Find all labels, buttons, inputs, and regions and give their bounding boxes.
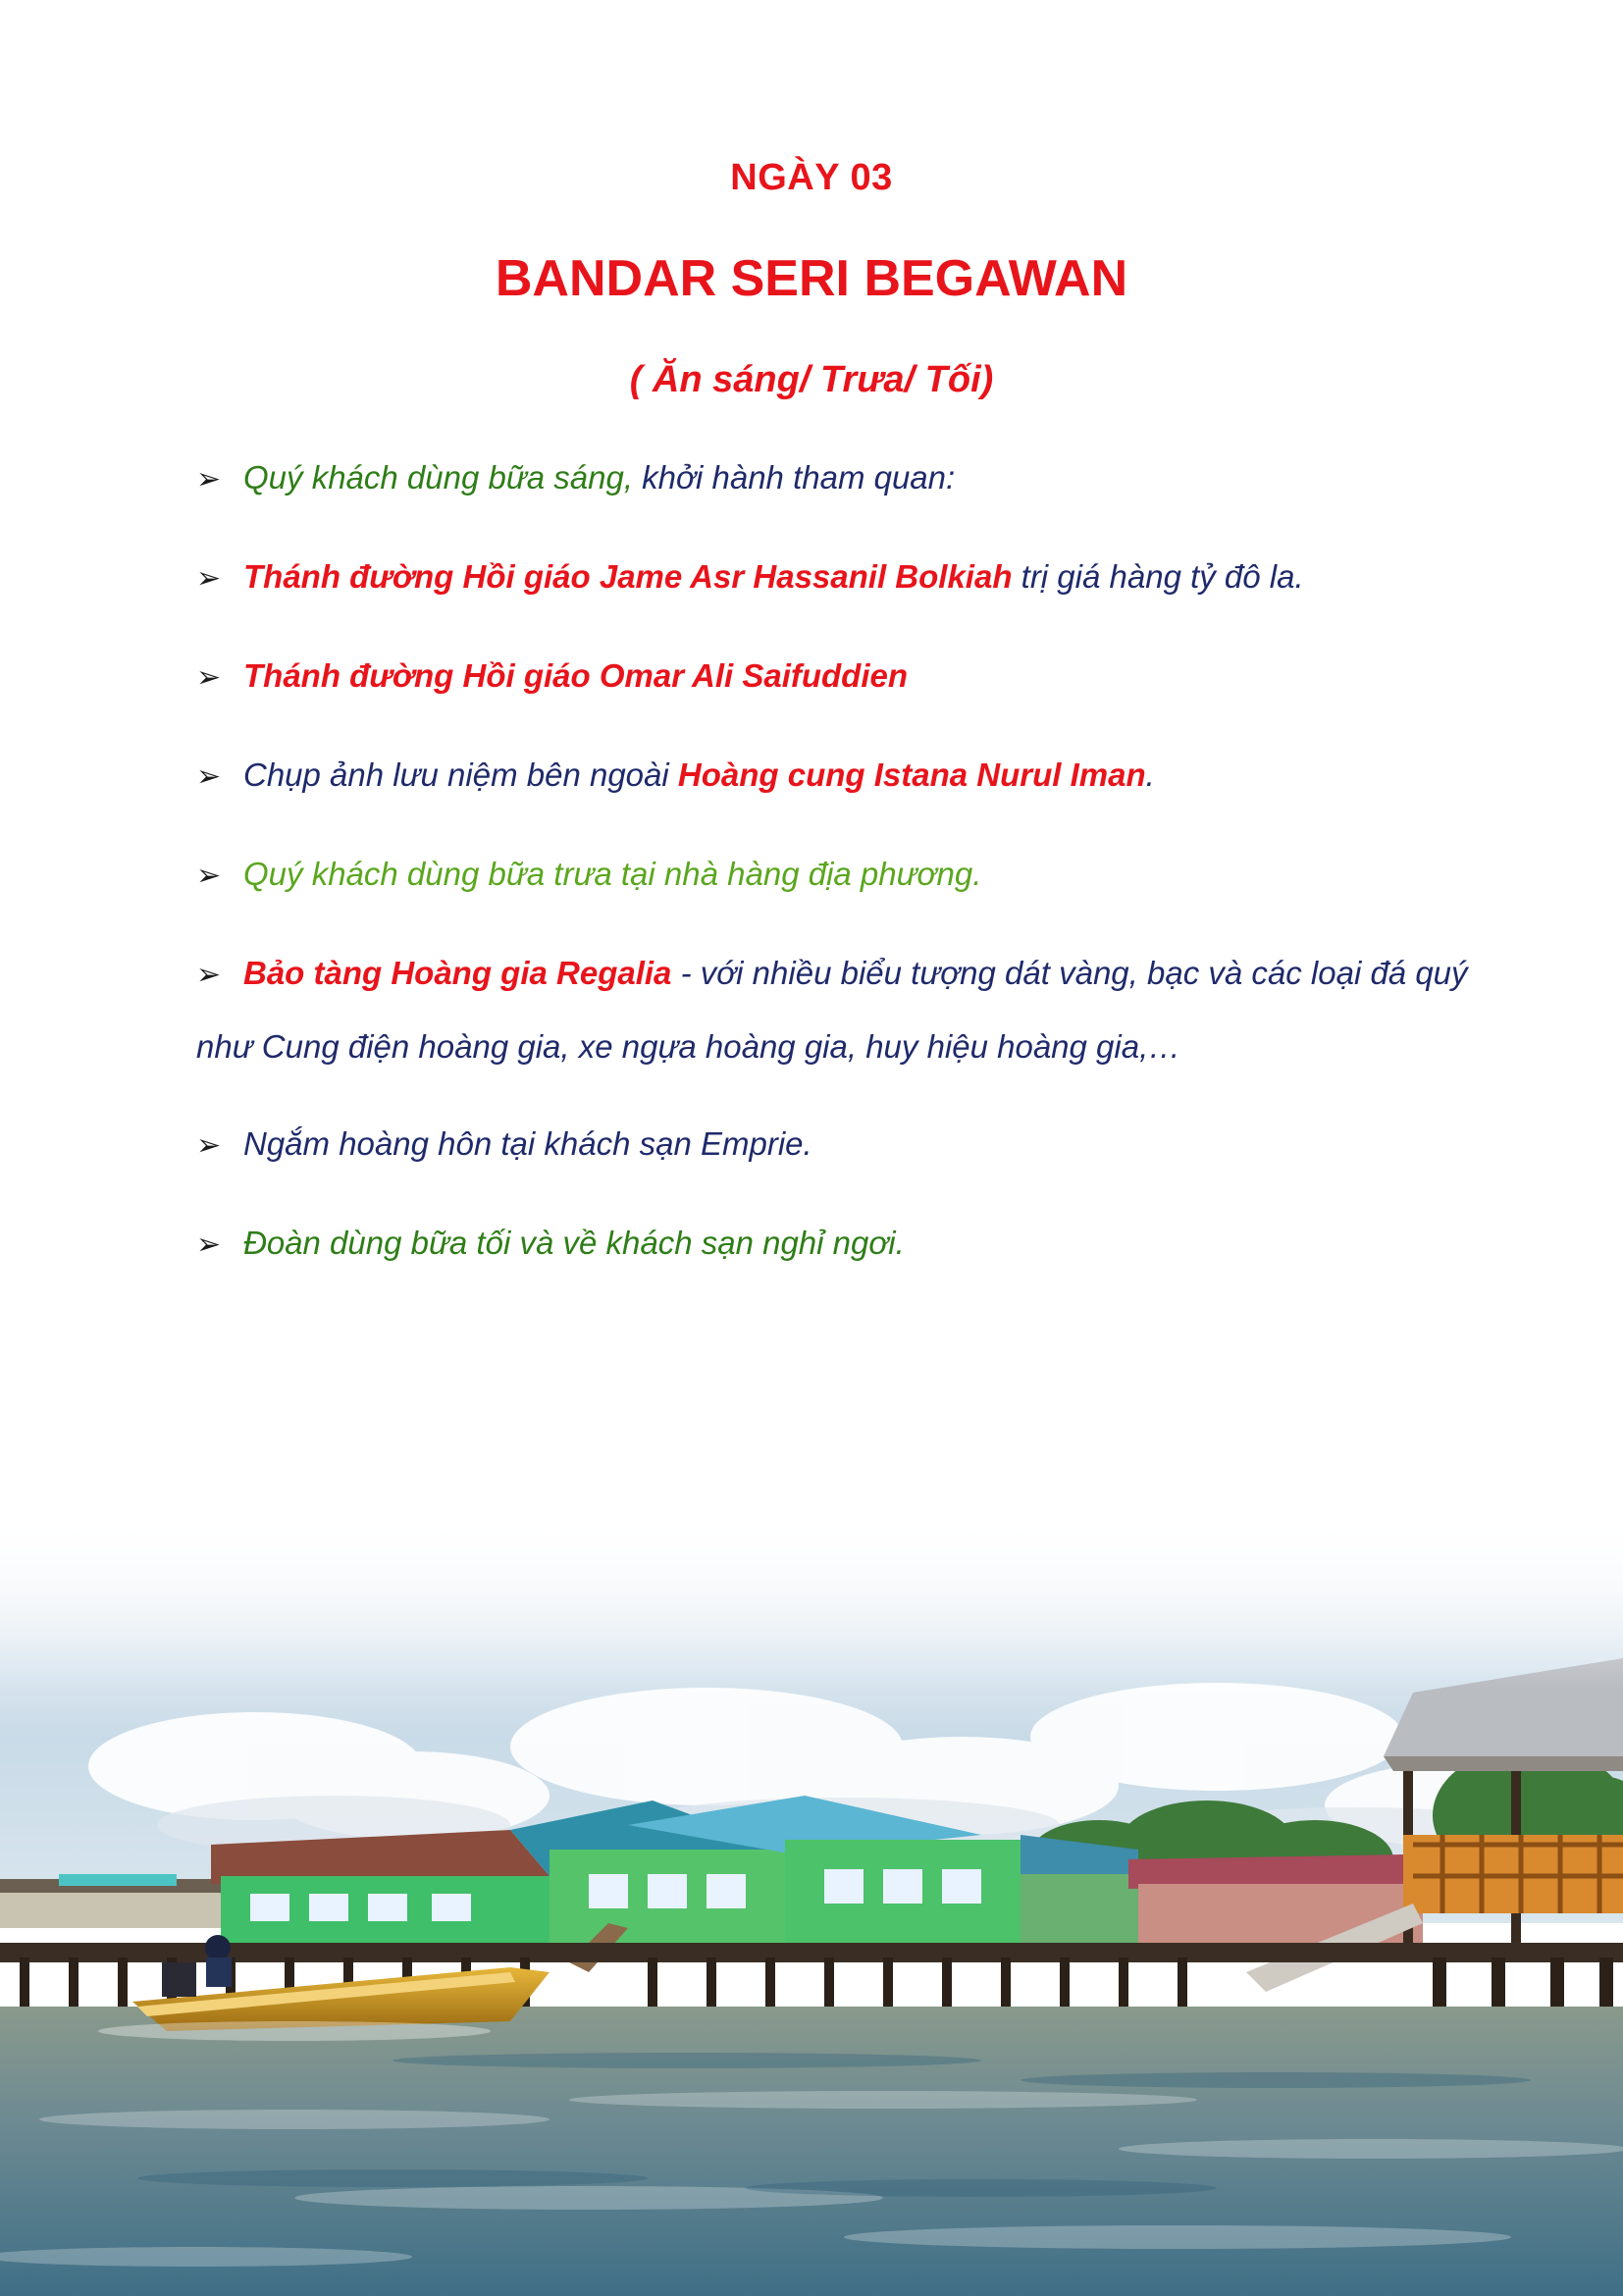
itinerary-item [196,541,1472,614]
arrow-bullet-icon: ➢ [196,1228,222,1261]
itinerary-item [196,640,1472,713]
itinerary-item [196,442,1472,515]
day-label: NGÀY 03 [730,157,893,198]
item-highlight: Thánh đường Hồi giáo Jame Asr Hassanil Bolkiah [243,558,1013,595]
itinerary-list [196,442,1472,1306]
itinerary-item [196,1207,1472,1280]
item-highlight: Bảo tàng Hoàng gia Regalia [243,955,672,991]
item-text: . [1145,757,1155,793]
item-text: Ngắm hoàng hôn tại khách sạn Emprie. [243,1125,812,1162]
itinerary-item [196,838,1472,912]
arrow-bullet-icon: ➢ [196,860,222,892]
arrow-bullet-icon: ➢ [196,760,222,793]
item-text: Quý khách dùng bữa sáng, [243,459,634,496]
item-highlight: Hoàng cung Istana Nurul Iman [677,757,1146,793]
city-title: BANDAR SERI BEGAWAN [495,250,1128,307]
item-text: trị giá hàng tỷ đô la. [1012,558,1304,595]
item-text: Đoàn dùng bữa tối và về khách sạn nghỉ ngơi. [243,1225,905,1261]
itinerary-item [196,937,1472,1082]
item-text: khởi hành tham quan: [633,459,956,496]
arrow-bullet-icon: ➢ [196,661,222,694]
item-text: Chụp ảnh lưu niệm bên ngoài [243,757,678,793]
item-text: Quý khách dùng bữa trưa tại nhà hàng địa phương. [243,856,982,892]
arrow-bullet-icon: ➢ [196,463,222,496]
arrow-bullet-icon: ➢ [196,1129,222,1162]
item-text: - với nhiều biểu tượng dát vàng, bạc và các loại đá quý như Cung điện hoàng gia, xe ngựa hoàng gia, huy hiệu hoàng gia,… [196,955,1468,1065]
itinerary-item [196,1108,1472,1181]
arrow-bullet-icon: ➢ [196,959,222,991]
water-village-photo [0,1511,1623,2296]
itinerary-item [196,739,1472,812]
meals-info: ( Ăn sáng/ Trưa/ Tối) [629,359,994,400]
item-highlight: Thánh đường Hồi giáo Omar Ali Saifuddien [243,657,908,694]
arrow-bullet-icon: ➢ [196,562,222,595]
